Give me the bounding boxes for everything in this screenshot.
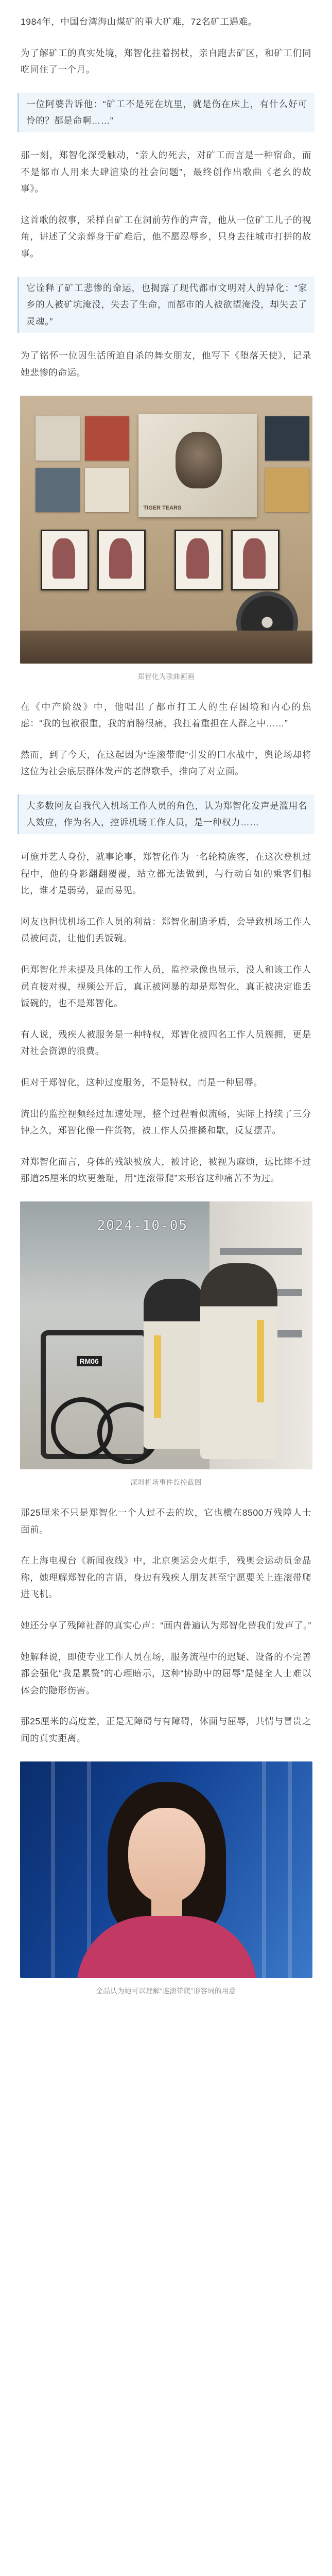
paragraph: 在《中产阶级》中，他唱出了都市打工人的生存困境和内心的焦虑：“我的包袱很重，我的肩膀很痛，我扛着重担在人群之中……” — [21, 701, 311, 729]
paragraph: 这首歌的叙事，采样自矿工在洞前劳作的声音，他从一位矿工儿子的视角，讲述了父亲葬身于矿难后，他不愿忍辱乡，只身去往城市打拼的故事。 — [21, 214, 311, 259]
paragraph: 对郑智化而言，身体的残缺被放大，被讨论，被视为麻烦，远比摔不过那道25厘米的坎更羞耻，用“连滚带爬”来形容这种痛苦不为过。 — [21, 1156, 311, 1184]
paragraph: 为了解矿工的真实处境，郑智化拄着拐杖，亲自跑去矿区，和矿工们同吃同住了一个月。 — [21, 47, 311, 75]
highlighted-paragraph: 它诠释了矿工悲惨的命运，也揭露了现代都市文明对人的异化：“家乡的人被矿坑淹没，失去了生命，而都市的人被欲望淹没，却失去了灵魂。” — [18, 277, 314, 333]
poster — [138, 414, 257, 517]
album-cover — [265, 416, 309, 461]
paragraph: 网友也担忧机场工作人员的利益：郑智化制造矛盾，会导致机场工作人员被问责，让他们丢饭碗。 — [21, 916, 311, 944]
photo-cctv-screenshot — [20, 1201, 312, 1469]
drawing-frame — [97, 530, 146, 590]
paragraph: 可施并艺人身份，就事论事，郑智化作为一名轮椅族客，在这次登机过程中，他的身影翻翻覆覆，站立都无法做到，与行动自如的乘客们相比，谁才是弱势，显而易见。 — [21, 852, 311, 896]
figure-cctv — [16, 1201, 316, 1487]
figure-caption: 金晶认为她可以理解“连滚带爬”形容词的用意 — [96, 1987, 236, 1995]
figure-caption: 郑智化为歌曲画画 — [137, 672, 195, 681]
paragraph: 流出的监控视频经过加速处理，整个过程看似流畅，实际上持续了三分钟之久，郑智化像一件货物，被工作人员推搡和歇，反复摆弄。 — [21, 1108, 311, 1136]
paragraph: 那一刻，郑智化深受触动，“亲人的死去，对矿工而言是一种宿命，而不是都市人用来大肆渲染的社会问题”，最终创作出歌曲《老幺的故事》。 — [21, 149, 311, 194]
photo-portrait — [20, 1761, 312, 1978]
paragraph: 那25厘米不只是郑智化一个人过不去的坎，它也横在8500万残障人士面前。 — [21, 1507, 311, 1535]
album-cover — [36, 416, 80, 461]
drawing-frame — [41, 530, 89, 590]
drawing-frame — [231, 530, 279, 590]
paragraph: 那25厘米的高度差，正是无障碍与有障碍，体面与屈辱，共情与冒贵之间的真实距离。 — [21, 1716, 311, 1743]
paragraph: 1984年，中国台湾海山煤矿的重大矿难，72名矿工遇难。 — [21, 16, 257, 27]
album-cover — [85, 416, 129, 461]
staff-figure — [144, 1279, 205, 1449]
figure-album-wall — [16, 396, 316, 681]
paragraph: 为了铭怀一位因生活所迫自杀的舞女朋友，他写下《堕落天使》，记录她悲惨的命运。 — [21, 350, 311, 378]
wheelchair-label: RM06 — [77, 1356, 102, 1366]
paragraph: 有人说，残疾人被服务是一种特权，郑智化被四名工作人员簇拥，更是对社会资源的浪费。 — [21, 1029, 311, 1057]
album-cover — [265, 468, 309, 512]
figure-caption: 深圳机场事件监控截图 — [130, 1478, 202, 1486]
figure-portrait — [16, 1761, 316, 1995]
paragraph: 她还分享了残障社群的真实心声：“画内普遍认为郑智化替我们发声了。” — [21, 1620, 311, 1631]
highlighted-paragraph: 一位阿婆告诉他：“矿工不是死在坑里，就是伤在床上，有什么好可怜的？都是命啊……” — [18, 93, 314, 132]
staff-figure — [200, 1263, 277, 1459]
paragraph: 在上海电视台《新闻夜线》中，北京奥运会火炬手，残奥会运动员金晶称，她理解郑智化的言语，身边有残疾人朋友甚至宁愿要关上连滚带爬进飞机。 — [21, 1555, 311, 1600]
drawing-frame — [174, 530, 223, 590]
album-cover — [85, 468, 129, 512]
paragraph: 她解释说，即使专业工作人员在场，服务流程中的迟疑、设备的不完善都会强化“我是累赘”的心理暗示，这种“协助中的屈辱”是健全人士难以体会的隐形伤害。 — [21, 1651, 311, 1696]
photo-album-wall — [20, 396, 312, 664]
paragraph: 但郑智化并未提及具体的工作人员，监控录像也显示，没人和该工作人员直接对视，视频公开后，真正被网暴的却是郑智化，真正被决定谁丢饭碗的，也不是郑智化。 — [21, 964, 311, 1009]
cctv-timestamp: 2024-10-05 — [97, 1217, 188, 1233]
poster-title: TIGER TEARS — [143, 504, 182, 511]
desk — [20, 631, 312, 664]
album-cover — [36, 468, 80, 512]
paragraph: 然而，到了今天，在这起因为“连滚带爬”引发的口水战中，舆论场却将这位为社会底层群体发声的老牌歌手，推向了对立面。 — [21, 749, 311, 777]
paragraph: 但对于郑智化，这种过度服务，不是特权，而是一种屈辱。 — [21, 1077, 263, 1088]
highlighted-paragraph: 大多数网友自我代入机场工作人员的角色，认为郑智化发声是滥用名人效应，作为名人，控诉机场工作人员，是一种权力…… — [18, 794, 314, 834]
